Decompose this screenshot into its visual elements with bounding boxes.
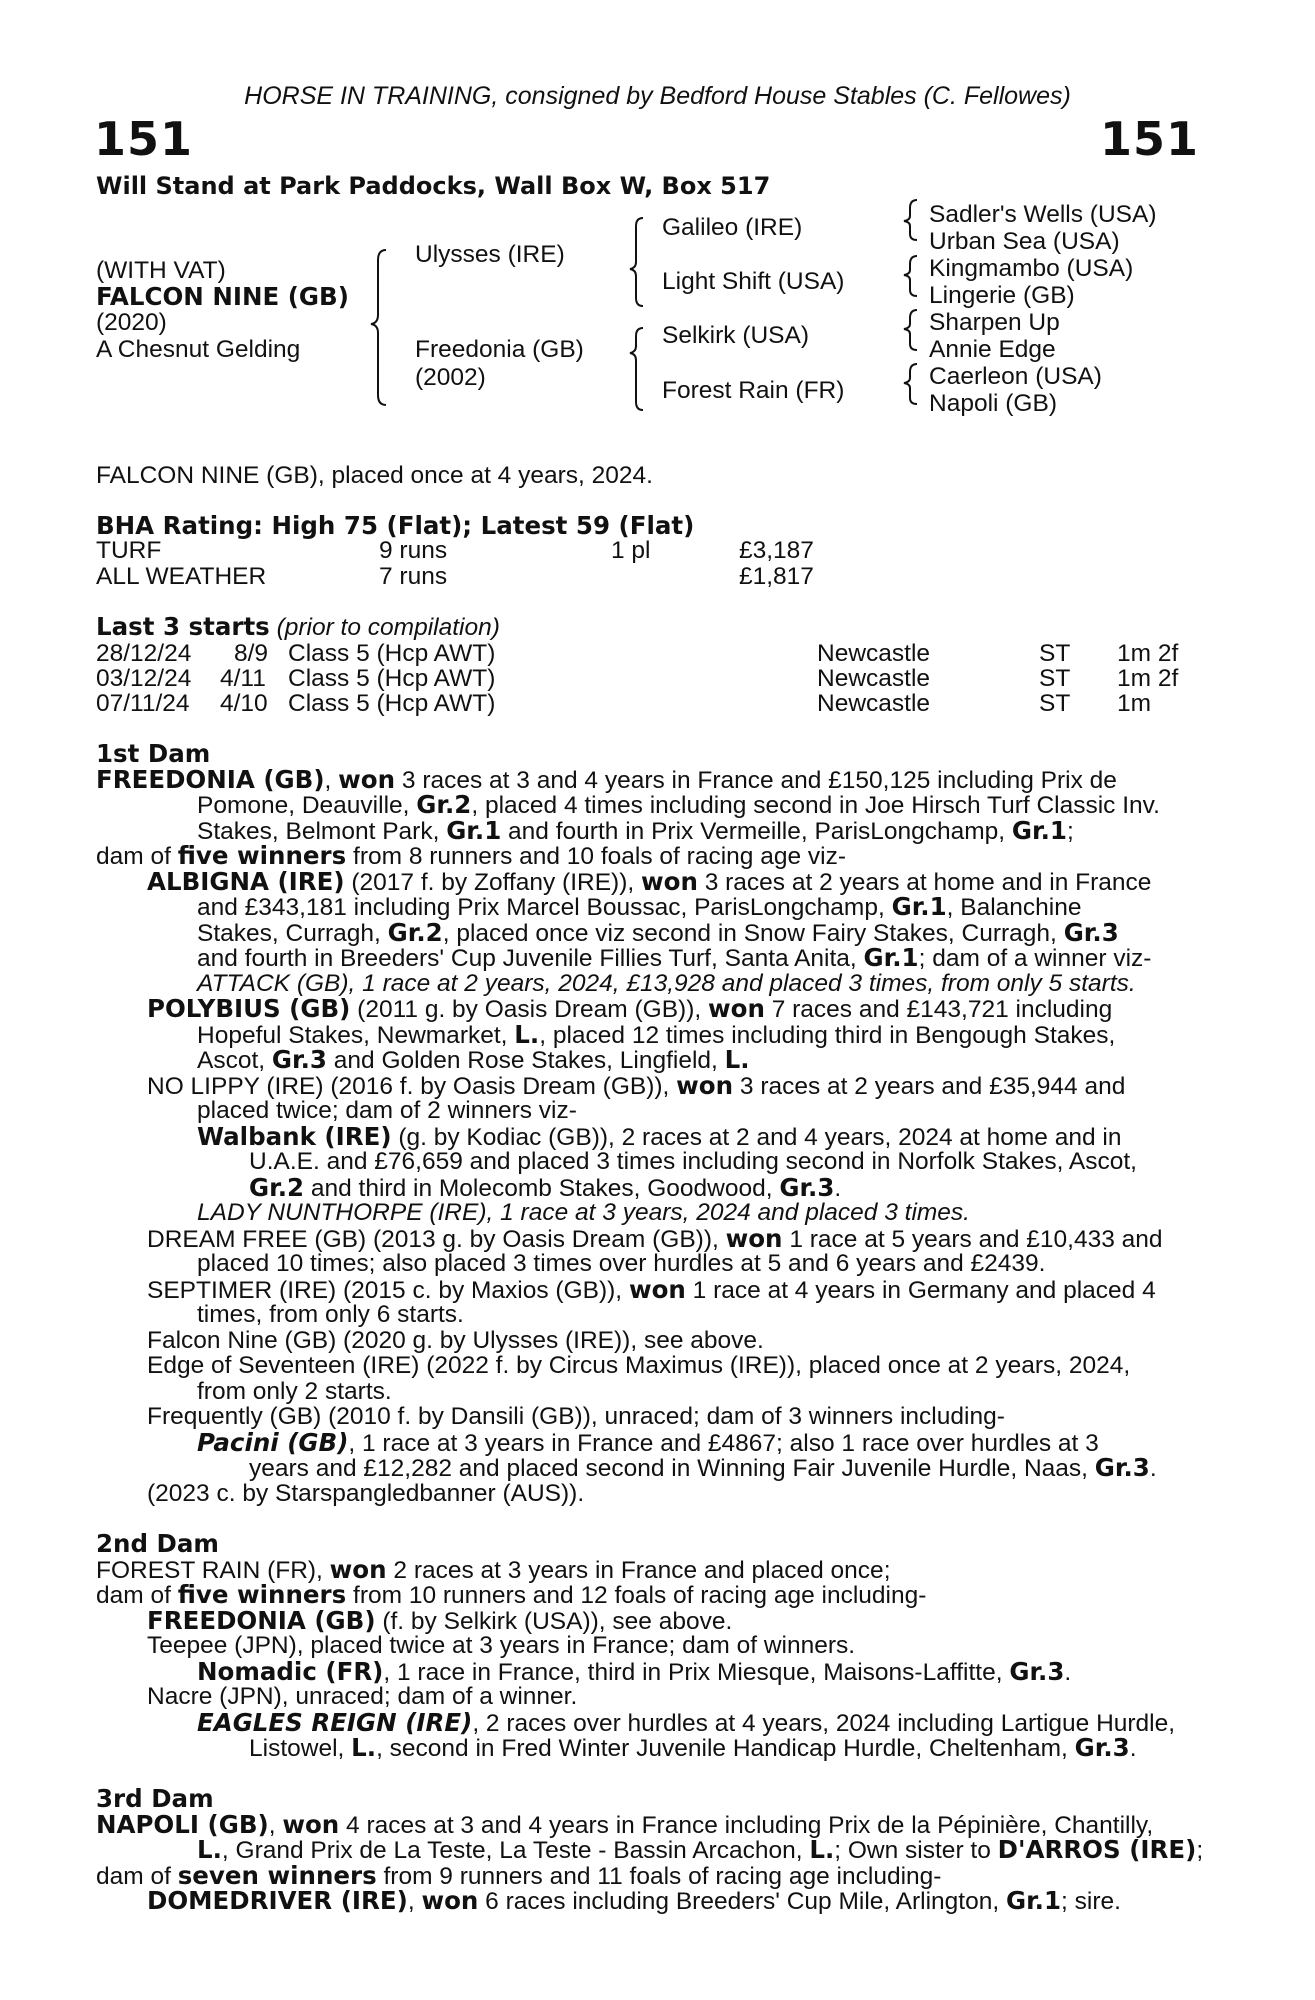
ped-dsd: Annie Edge xyxy=(929,336,1056,363)
progeny-edge-of-seventeen-detail: from only 2 starts. xyxy=(197,1378,392,1405)
vat-note: (WITH VAT) xyxy=(96,257,226,284)
sire-sire: Galileo (IRE) xyxy=(662,214,803,241)
progeny-teepee: Teepee (JPN), placed twice at 3 years in France; dam of winners. xyxy=(147,1632,856,1659)
progeny-dream-free: DREAM FREE (GB) (2013 g. by Oasis Dream (GB)), won 1 race at 5 years and £10,433 and xyxy=(147,1224,1163,1253)
progeny-dream-free-detail: placed 10 times; also placed 3 times over hurdles at 5 and 6 years and £2439. xyxy=(197,1250,1046,1277)
progeny-albigna-detail: Stakes, Curragh, Gr.2, placed once viz second in Snow Fairy Stakes, Curragh, Gr.3 xyxy=(197,918,1119,947)
ped-sdd: Lingerie (GB) xyxy=(929,282,1075,309)
start-going: ST xyxy=(1039,665,1071,692)
start-position: 4/11 xyxy=(220,665,266,692)
progeny-frequently: Frequently (GB) (2010 f. by Dansili (GB)), unraced; dam of 3 winners including- xyxy=(147,1403,1005,1430)
third-dam-line: NAPOLI (GB), won 4 races at 3 and 4 years in France including Prix de la Pépinière, Chantilly, xyxy=(96,1810,1154,1839)
rating-runs: 9 runs xyxy=(379,537,448,564)
ped-dss: Sharpen Up xyxy=(929,309,1060,336)
progeny-albigna: ALBIGNA (IRE) (2017 f. by Zoffany (IRE)), won 3 races at 2 years at home and in France xyxy=(147,867,1152,896)
progeny-no-lippy: NO LIPPY (IRE) (2016 f. by Oasis Dream (GB)), won 3 races at 2 years and £35,944 and xyxy=(147,1071,1126,1100)
ped-dds: Caerleon (USA) xyxy=(929,363,1102,390)
start-date: 03/12/24 xyxy=(96,665,192,692)
start-date: 07/11/24 xyxy=(96,690,190,717)
start-distance: 1m xyxy=(1117,690,1152,717)
progeny-falcon-nine: Falcon Nine (GB) (2020 g. by Ulysses (IRE)), see above. xyxy=(147,1327,764,1354)
start-course: Newcastle xyxy=(817,665,931,692)
first-dam-produce-summary: dam of five winners from 8 runners and 10 foals of racing age viz- xyxy=(96,841,846,870)
rating-prize: £3,187 xyxy=(739,537,814,564)
dam-year: (2002) xyxy=(415,364,486,391)
start-distance: 1m 2f xyxy=(1117,665,1179,692)
ped-ssd: Urban Sea (USA) xyxy=(929,228,1120,255)
third-dam-line: L., Grand Prix de La Teste, La Teste - Bassin Arcachon, L.; Own sister to D'ARROS (IRE); xyxy=(197,1835,1204,1864)
sire-dam: Light Shift (USA) xyxy=(662,268,845,295)
start-position: 4/10 xyxy=(220,690,268,717)
last-starts-title: Last 3 starts xyxy=(96,612,270,641)
grandprogeny-pacini: Pacini (GB), 1 race at 3 years in France and £4867; also 1 race over hurdles at 3 xyxy=(197,1428,1099,1457)
start-position: 8/9 xyxy=(234,640,269,667)
bha-rating-title: BHA Rating: High 75 (Flat); Latest 59 (Flat) xyxy=(96,511,695,540)
dam: Freedonia (GB) xyxy=(415,336,584,363)
first-dam-line: Pomone, Deauville, Gr.2, placed 4 times including second in Joe Hirsch Turf Classic Inv. xyxy=(197,790,1160,819)
lot-number-left: 151 xyxy=(94,112,194,166)
dam-sire: Selkirk (USA) xyxy=(662,322,810,349)
horse-description: A Chesnut Gelding xyxy=(96,336,301,363)
grandprogeny-attack: ATTACK (GB), 1 race at 2 years, 2024, £13,928 and placed 3 times, from only 5 starts. xyxy=(197,970,1136,997)
last-starts-heading xyxy=(96,614,500,641)
grandprogeny-lady-nunthorpe: LADY NUNTHORPE (IRE), 1 race at 3 years, 2024 and placed 3 times. xyxy=(197,1199,970,1226)
horse-year: (2020) xyxy=(96,309,167,336)
progeny-polybius: POLYBIUS (GB) (2011 g. by Oasis Dream (GB)), won 7 races and £143,721 including xyxy=(147,994,1113,1023)
progeny-2023-colt: (2023 c. by Starspangledbanner (AUS)). xyxy=(147,1480,585,1507)
start-distance: 1m 2f xyxy=(1117,640,1179,667)
rating-runs: 7 runs xyxy=(379,563,448,590)
grandprogeny-nomadic: Nomadic (FR), 1 race in France, third in Prix Miesque, Maisons-Laffitte, Gr.3. xyxy=(197,1657,1072,1686)
stand-location: Will Stand at Park Paddocks, Wall Box W, Box 517 xyxy=(96,172,771,200)
sire: Ulysses (IRE) xyxy=(415,241,565,268)
lot-number-right: 151 xyxy=(1099,112,1199,166)
start-race: Class 5 (Hcp AWT) xyxy=(288,640,496,667)
progeny-no-lippy-detail: placed twice; dam of 2 winners viz- xyxy=(197,1097,577,1124)
start-course: Newcastle xyxy=(817,690,931,717)
first-dam-line: Stakes, Belmont Park, Gr.1 and fourth in Prix Vermeille, ParisLongchamp, Gr.1; xyxy=(197,816,1074,845)
progeny-edge-of-seventeen: Edge of Seventeen (IRE) (2022 f. by Circus Maximus (IRE)), placed once at 2 years, 2024, xyxy=(147,1352,1131,1379)
progeny-domedriver: DOMEDRIVER (IRE), won 6 races including Breeders' Cup Mile, Arlington, Gr.1; sire. xyxy=(147,1886,1121,1915)
progeny-albigna-detail: and fourth in Breeders' Cup Juvenile Fillies Turf, Santa Anita, Gr.1; dam of a winner viz- xyxy=(197,943,1152,972)
start-race: Class 5 (Hcp AWT) xyxy=(288,690,496,717)
consignor-header: HORSE IN TRAINING, consigned by Bedford House Stables (C. Fellowes) xyxy=(244,82,1071,110)
start-going: ST xyxy=(1039,690,1071,717)
ped-sds: Kingmambo (USA) xyxy=(929,255,1134,282)
race-summary: FALCON NINE (GB), placed once at 4 years, 2024. xyxy=(96,462,653,489)
start-going: ST xyxy=(1039,640,1071,667)
rating-surface: ALL WEATHER xyxy=(96,563,267,590)
horse-name: FALCON NINE (GB) xyxy=(96,282,349,311)
progeny-polybius-detail: Hopeful Stakes, Newmarket, L., placed 12 times including third in Bengough Stakes, xyxy=(197,1020,1116,1049)
start-date: 28/12/24 xyxy=(96,640,192,667)
second-dam-heading: 2nd Dam xyxy=(96,1529,219,1558)
grandprogeny-walbank: Walbank (IRE) (g. by Kodiac (GB)), 2 races at 2 and 4 years, 2024 at home and in xyxy=(197,1122,1122,1151)
start-race: Class 5 (Hcp AWT) xyxy=(288,665,496,692)
progeny-polybius-detail: Ascot, Gr.3 and Golden Rose Stakes, Lingfield, L. xyxy=(197,1045,750,1074)
progeny-nacre: Nacre (JPN), unraced; dam of a winner. xyxy=(147,1683,578,1710)
progeny-septimer: SEPTIMER (IRE) (2015 c. by Maxios (GB)), won 1 race at 4 years in Germany and placed 4 xyxy=(147,1275,1156,1304)
first-dam-line: FREEDONIA (GB), won 3 races at 3 and 4 years in France and £150,125 including Prix de xyxy=(96,765,1117,794)
ped-sss: Sadler's Wells (USA) xyxy=(929,201,1157,228)
start-course: Newcastle xyxy=(817,640,931,667)
progeny-septimer-detail: times, from only 6 starts. xyxy=(197,1301,464,1328)
grandprogeny-eagles-reign: EAGLES REIGN (IRE), 2 races over hurdles at 4 years, 2024 including Lartigue Hurdle, xyxy=(197,1708,1176,1737)
second-dam-produce-summary: dam of five winners from 10 runners and 12 foals of racing age including- xyxy=(96,1580,927,1609)
third-dam-produce-summary: dam of seven winners from 9 runners and 11 foals of racing age including- xyxy=(96,1861,942,1890)
rating-surface: TURF xyxy=(96,537,162,564)
progeny-freedonia: FREEDONIA (GB) (f. by Selkirk (USA)), see above. xyxy=(147,1606,733,1635)
grandprogeny-eagles-reign-detail: Listowel, L., second in Fred Winter Juvenile Handicap Hurdle, Cheltenham, Gr.3. xyxy=(249,1733,1137,1762)
second-dam-line: FOREST RAIN (FR), won 2 races at 3 years in France and placed once; xyxy=(96,1555,891,1584)
grandprogeny-pacini-detail: years and £12,282 and placed second in Winning Fair Juvenile Hurdle, Naas, Gr.3. xyxy=(249,1453,1157,1482)
dam-dam: Forest Rain (FR) xyxy=(662,377,845,404)
grandprogeny-walbank-detail: Gr.2 and third in Molecomb Stakes, Goodwood, Gr.3. xyxy=(249,1173,842,1202)
third-dam-heading: 3rd Dam xyxy=(96,1784,214,1813)
last-starts-note: (prior to compilation) xyxy=(276,614,500,641)
grandprogeny-walbank-detail: U.A.E. and £76,659 and placed 3 times including second in Norfolk Stakes, Ascot, xyxy=(249,1148,1137,1175)
first-dam-heading: 1st Dam xyxy=(96,739,211,768)
progeny-albigna-detail: and £343,181 including Prix Marcel Boussac, ParisLongchamp, Gr.1, Balanchine xyxy=(197,892,1082,921)
rating-placed: 1 pl xyxy=(611,537,651,564)
ped-ddd: Napoli (GB) xyxy=(929,390,1057,417)
rating-prize: £1,817 xyxy=(739,563,814,590)
